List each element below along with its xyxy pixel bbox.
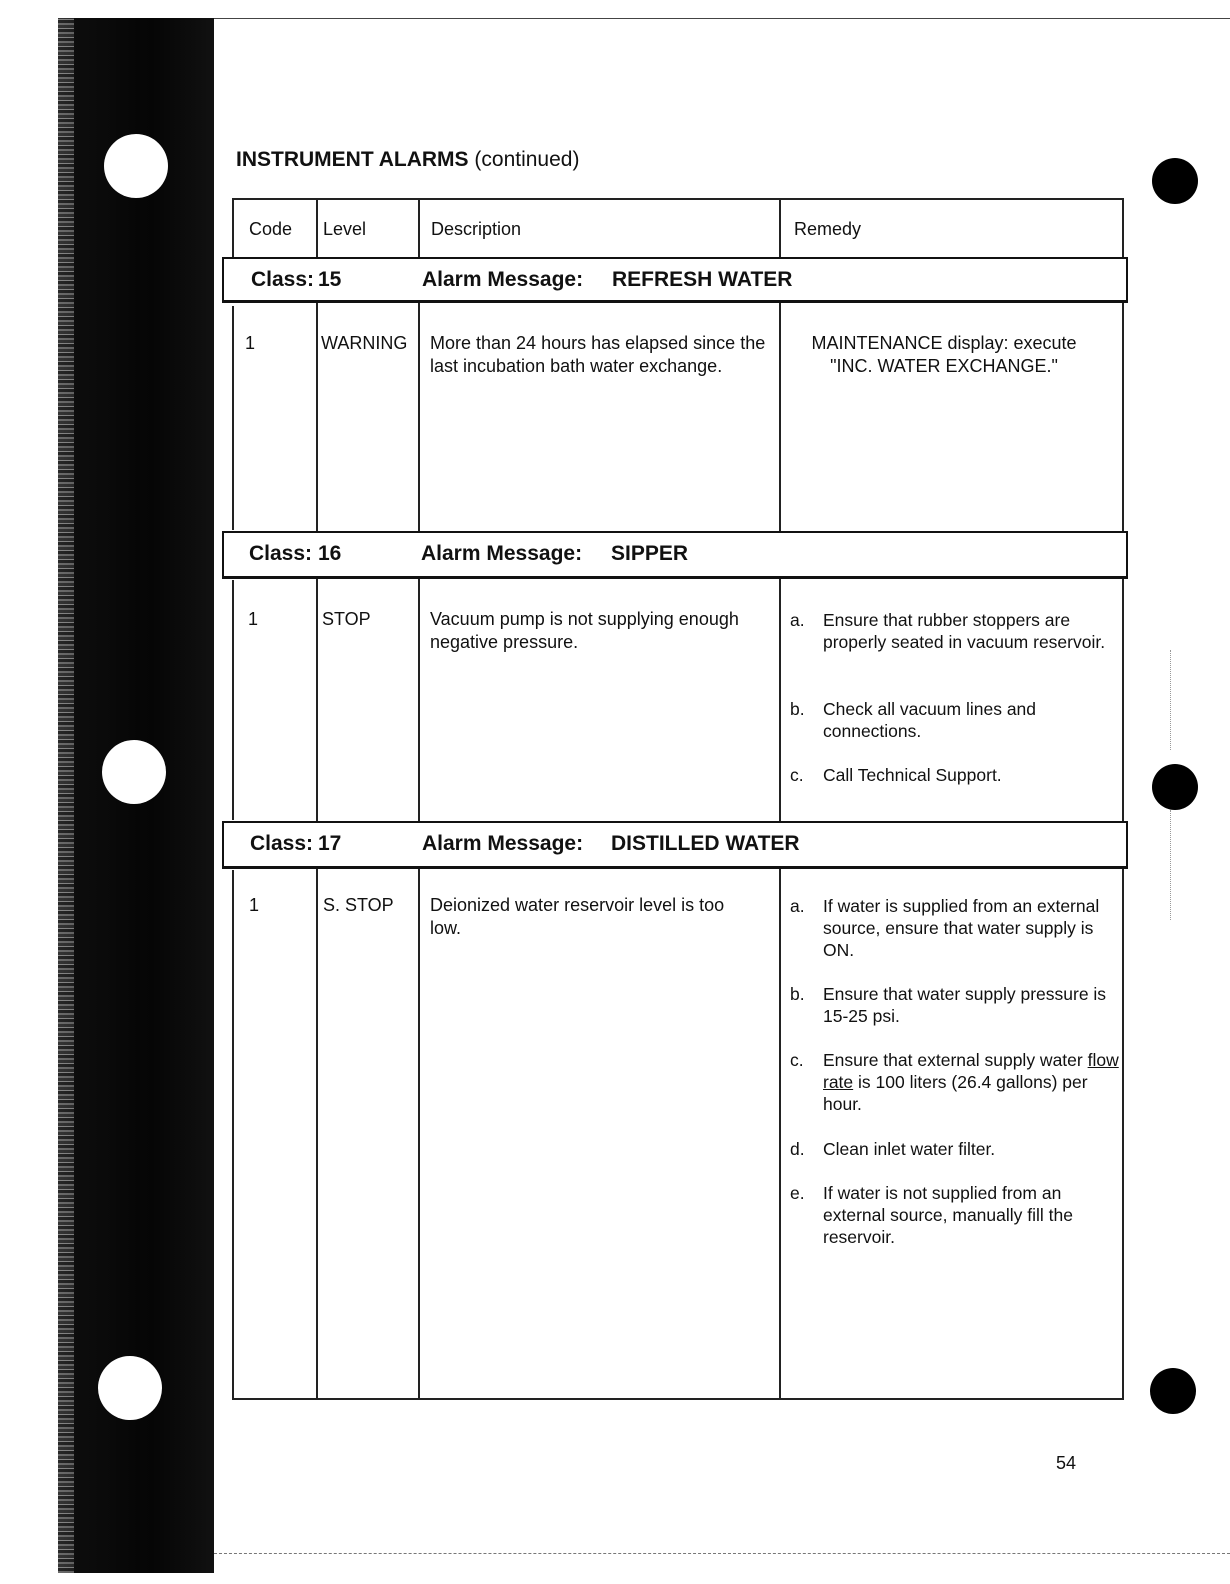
level-cell: WARNING xyxy=(321,333,408,353)
class-label: Class: xyxy=(249,542,313,565)
table-border-left xyxy=(232,198,234,258)
remedy-label: a. xyxy=(790,896,805,916)
remedy-underlined-term: flow rate xyxy=(823,1050,1119,1092)
class-number: 16 xyxy=(318,542,342,565)
class-number: 15 xyxy=(318,268,342,291)
page-title xyxy=(236,148,579,172)
binder-hole-bottom xyxy=(98,1356,162,1420)
remedy-text: Call Technical Support. xyxy=(823,765,1002,785)
remedy-text: If water is not supplied from an external source, manually fill the reservoir. xyxy=(823,1183,1073,1247)
remedy-label: e. xyxy=(790,1183,805,1203)
remedy-text: Check all vacuum lines and connections. xyxy=(823,699,1037,741)
remedy-text-part: Ensure that external supply water xyxy=(823,1050,1083,1070)
header-remedy: Remedy xyxy=(794,219,862,239)
column-divider-description-remedy xyxy=(779,198,781,1400)
class-header-15 xyxy=(222,257,1128,303)
code-cell: 1 xyxy=(248,609,259,629)
punch-dot-top xyxy=(1152,158,1198,204)
page-frame-bottom xyxy=(214,1553,1230,1554)
remedy-text: Ensure that rubber stoppers are properly seated in vacuum reservoir. xyxy=(823,610,1106,652)
class-header-17 xyxy=(222,821,1128,869)
table-border-left xyxy=(232,870,234,1400)
code-cell: 1 xyxy=(245,333,256,353)
class-label: Class: xyxy=(250,832,314,855)
page-title-main: INSTRUMENT ALARMS xyxy=(236,148,469,171)
binder-hole-middle xyxy=(102,740,166,804)
remedy-text-part: is 100 liters (26.4 gallons) per hour. xyxy=(823,1072,1088,1114)
binder-hole-top xyxy=(104,134,168,198)
description-cell: Vacuum pump is not supplying enough negative pressure. xyxy=(430,609,739,652)
class-number: 17 xyxy=(318,832,342,855)
remedy-label: b. xyxy=(790,984,805,1004)
remedy-label: d. xyxy=(790,1139,805,1159)
scan-speckle xyxy=(1170,650,1175,750)
remedy-text: If water is supplied from an external source, ensure that water supply is ON. xyxy=(823,896,1100,960)
remedy-label: c. xyxy=(790,765,804,785)
column-divider-code-level xyxy=(316,198,318,1400)
description-cell: More than 24 hours has elapsed since the last incubation bath water exchange. xyxy=(430,333,766,376)
page-title-continued: (continued) xyxy=(474,148,580,171)
class-header-16 xyxy=(222,531,1128,579)
header-level: Level xyxy=(323,219,367,239)
table-border-top xyxy=(232,198,1124,200)
remedy-label: c. xyxy=(790,1050,804,1070)
table-border-left xyxy=(232,306,234,530)
remedy-label: a. xyxy=(790,610,805,630)
alarm-label: Alarm Message: xyxy=(422,268,584,291)
page-number: 54 xyxy=(1056,1453,1077,1473)
remedy-cell: MAINTENANCE display: execute "INC. WATER EXCHANGE." xyxy=(811,333,1077,376)
alarm-message: DISTILLED WATER xyxy=(611,832,800,855)
alarm-message: REFRESH WATER xyxy=(612,268,793,291)
punch-dot-bottom xyxy=(1150,1368,1196,1414)
table-border-left xyxy=(232,580,234,820)
alarm-table xyxy=(232,198,1124,1400)
remedy-text: Clean inlet water filter. xyxy=(823,1139,996,1159)
code-cell: 1 xyxy=(249,895,260,915)
header-description: Description xyxy=(431,219,522,239)
alarm-label: Alarm Message: xyxy=(421,542,583,565)
punch-dot-middle xyxy=(1152,764,1198,810)
page-frame-top xyxy=(214,18,1230,19)
scan-speckle xyxy=(1170,810,1175,920)
alarm-message: SIPPER xyxy=(611,542,689,565)
class-label: Class: xyxy=(251,268,315,291)
description-cell: Deionized water reservoir level is too low. xyxy=(430,895,725,938)
level-cell: S. STOP xyxy=(323,895,394,915)
column-divider-level-description xyxy=(418,198,420,1400)
table-border-bottom xyxy=(232,1398,1124,1400)
remedy-label: b. xyxy=(790,699,805,719)
header-code: Code xyxy=(249,219,293,239)
remedy-text: Ensure that water supply pressure is 15-25 psi. xyxy=(823,984,1107,1026)
remedy-text xyxy=(823,1049,1123,1115)
alarm-label: Alarm Message: xyxy=(422,832,584,855)
level-cell: STOP xyxy=(322,609,371,629)
